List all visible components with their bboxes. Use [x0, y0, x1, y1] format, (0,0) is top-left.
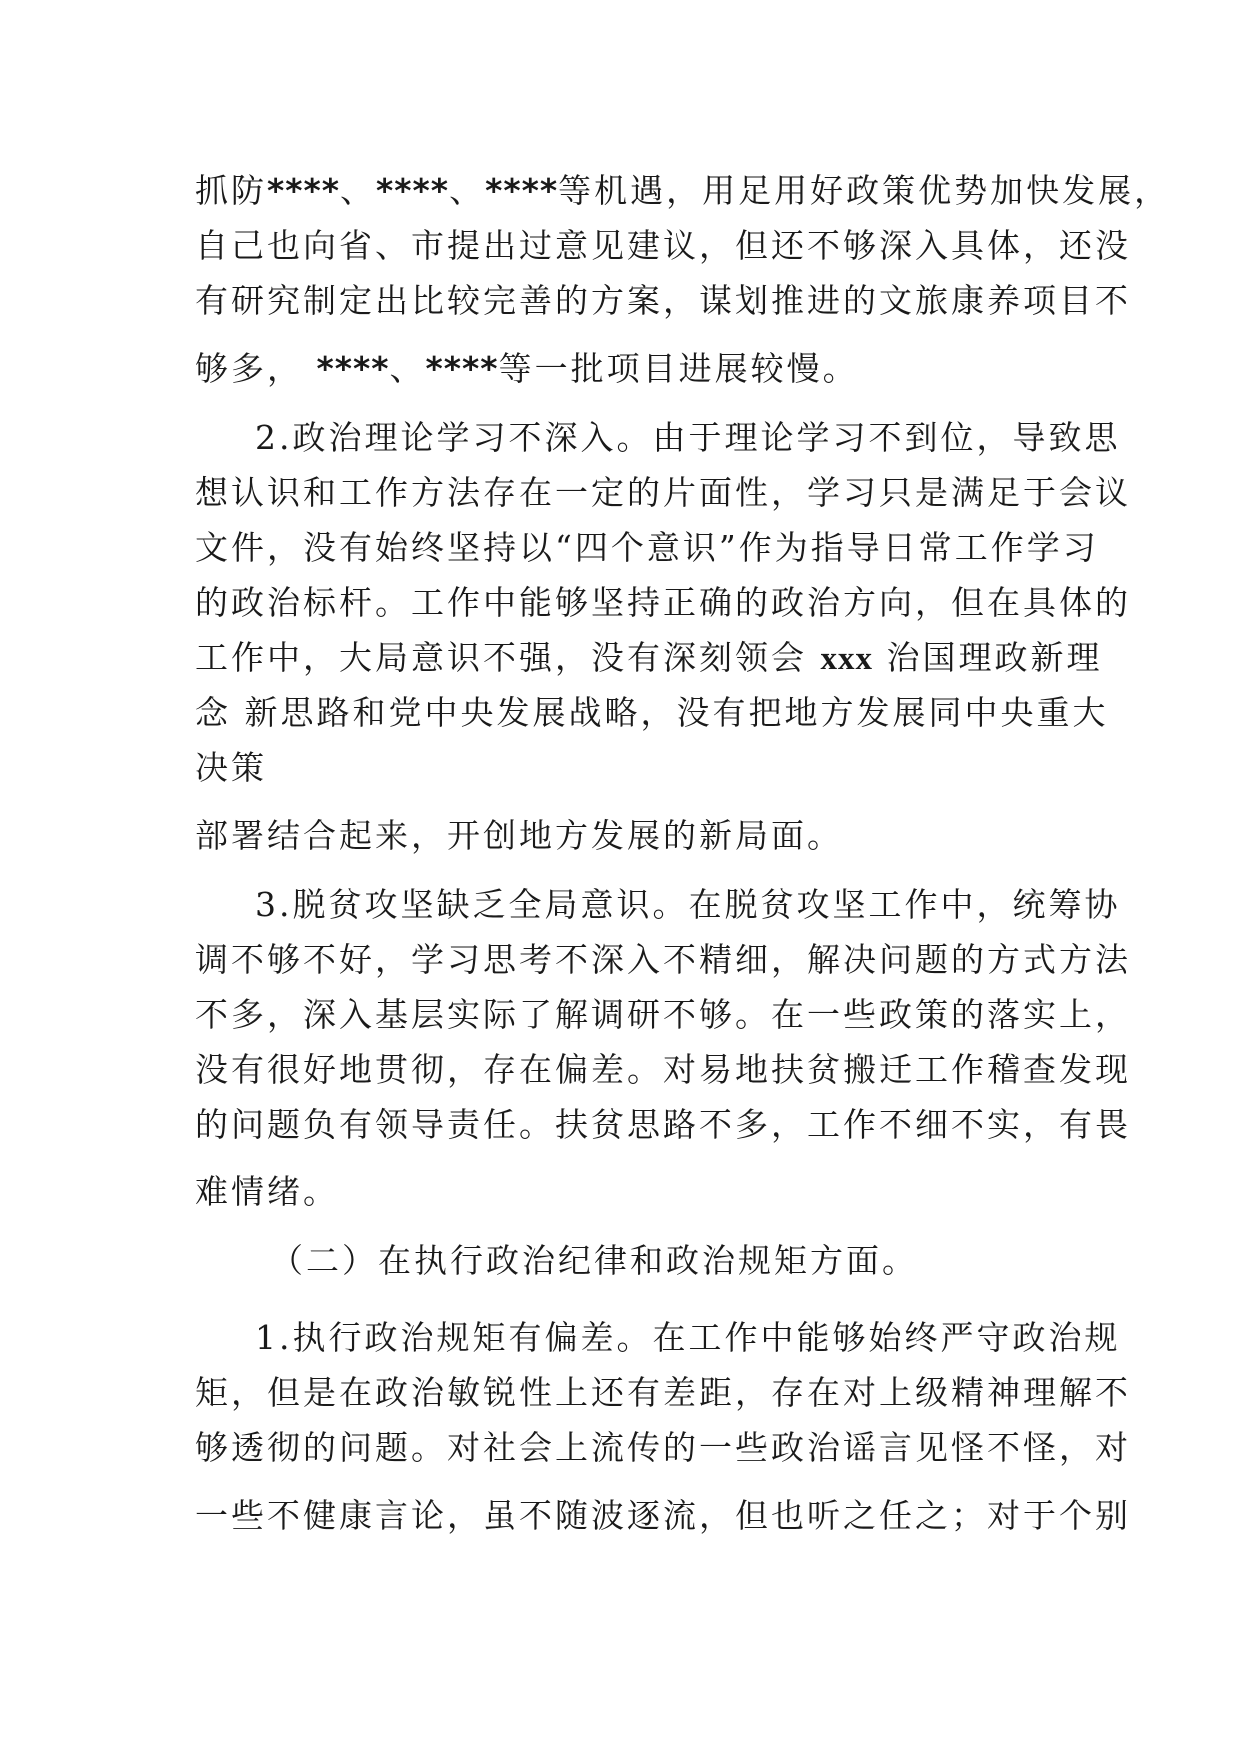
text-segment: 3.脱贫攻坚缺乏全局意识。在脱贫攻坚工作中，统筹协 — [255, 885, 1121, 924]
redacted-name: xxx — [820, 641, 873, 677]
text-segment: 2.政治理论学习不深入。由于理论学习不到位，导致思 — [255, 418, 1121, 457]
text-line — [195, 812, 843, 860]
text-segment: 、 — [449, 171, 486, 210]
text-segment: 、 — [389, 349, 426, 388]
text-line — [195, 991, 1131, 1039]
masked-text: **** — [425, 349, 499, 388]
text-segment: 的政治标杆。工作中能够坚持正确的政治方向，但在具体的 — [195, 583, 1131, 622]
text-segment: 抓防 — [195, 171, 267, 210]
text-segment: 一些不健康言论，虽不随波逐流，但也听之任之；对于个别 — [195, 1496, 1131, 1535]
text-segment: 工作中，大局意识不强，没有深刻领会 — [195, 638, 821, 677]
text-line — [195, 689, 1109, 737]
text-segment: 矩，但是在政治敏锐性上还有差距，存在对上级精神理解不 — [195, 1373, 1131, 1412]
text-line — [195, 936, 1131, 984]
text-segment: 够透彻的问题。对社会上流传的一些政治谣言见怪不怪，对 — [195, 1428, 1131, 1467]
text-segment: 治国理政新理 — [873, 638, 1103, 677]
text-segment: 决策 — [195, 748, 267, 787]
text-segment: 等一批项目进展较慢。 — [498, 349, 859, 388]
text-line — [195, 167, 1170, 215]
text-line — [195, 579, 1131, 627]
text-segment: 够多， — [195, 349, 317, 388]
text-segment: 不多，深入基层实际了解调研不够。在一些政策的落实上， — [195, 995, 1131, 1034]
text-segment: 调不够不好，学习思考不深入不精细，解决问题的方式方法 — [195, 940, 1131, 979]
masked-text: **** — [485, 171, 559, 210]
text-line — [195, 345, 859, 393]
text-segment: 想认识和工作方法存在一定的片面性，学习只是满足于会议 — [195, 473, 1131, 512]
text-segment: （二）在执行政治纪律和政治规矩方面。 — [270, 1241, 918, 1280]
text-line — [195, 469, 1131, 517]
text-line — [255, 881, 1121, 929]
text-segment: 难情绪。 — [195, 1172, 339, 1211]
masked-text: **** — [376, 171, 450, 210]
text-segment: 自己也向省、市提出过意见建议，但还不够深入具体，还没 — [195, 226, 1131, 265]
text-segment: 没有很好地贯彻，存在偏差。对易地扶贫搬迁工作稽查发现 — [195, 1050, 1131, 1089]
masked-text: **** — [267, 171, 341, 210]
text-line — [195, 1168, 339, 1216]
text-line — [195, 524, 1099, 572]
text-line — [195, 1424, 1131, 1472]
text-line — [195, 634, 1103, 682]
text-segment: 1.执行政治规矩有偏差。在工作中能够始终严守政治规 — [255, 1318, 1121, 1357]
text-segment: 、 — [340, 171, 377, 210]
text-line — [195, 1046, 1131, 1094]
text-line — [195, 277, 1131, 325]
text-line — [195, 1101, 1131, 1149]
text-line — [255, 414, 1121, 462]
text-segment: 等机遇，用足用好政策优势加快发展， — [558, 171, 1171, 210]
text-segment: 有研究制定出比较完善的方案，谋划推进的文旅康养项目不 — [195, 281, 1131, 320]
text-line — [195, 1369, 1131, 1417]
text-line — [255, 1314, 1121, 1362]
masked-text: **** — [316, 349, 390, 388]
text-segment: 部署结合起来，开创地方发展的新局面。 — [195, 816, 843, 855]
text-segment: 文件，没有始终坚持以“四个意识”作为指导日常工作学习 — [195, 528, 1099, 567]
section-heading — [270, 1237, 918, 1285]
text-line — [195, 222, 1131, 270]
text-segment: 的问题负有领导责任。扶贫思路不多，工作不细不实，有畏 — [195, 1105, 1131, 1144]
text-line — [195, 744, 267, 792]
text-line — [195, 1492, 1131, 1540]
text-segment: 念 新思路和党中央发展战略，没有把地方发展同中央重大 — [195, 693, 1109, 732]
